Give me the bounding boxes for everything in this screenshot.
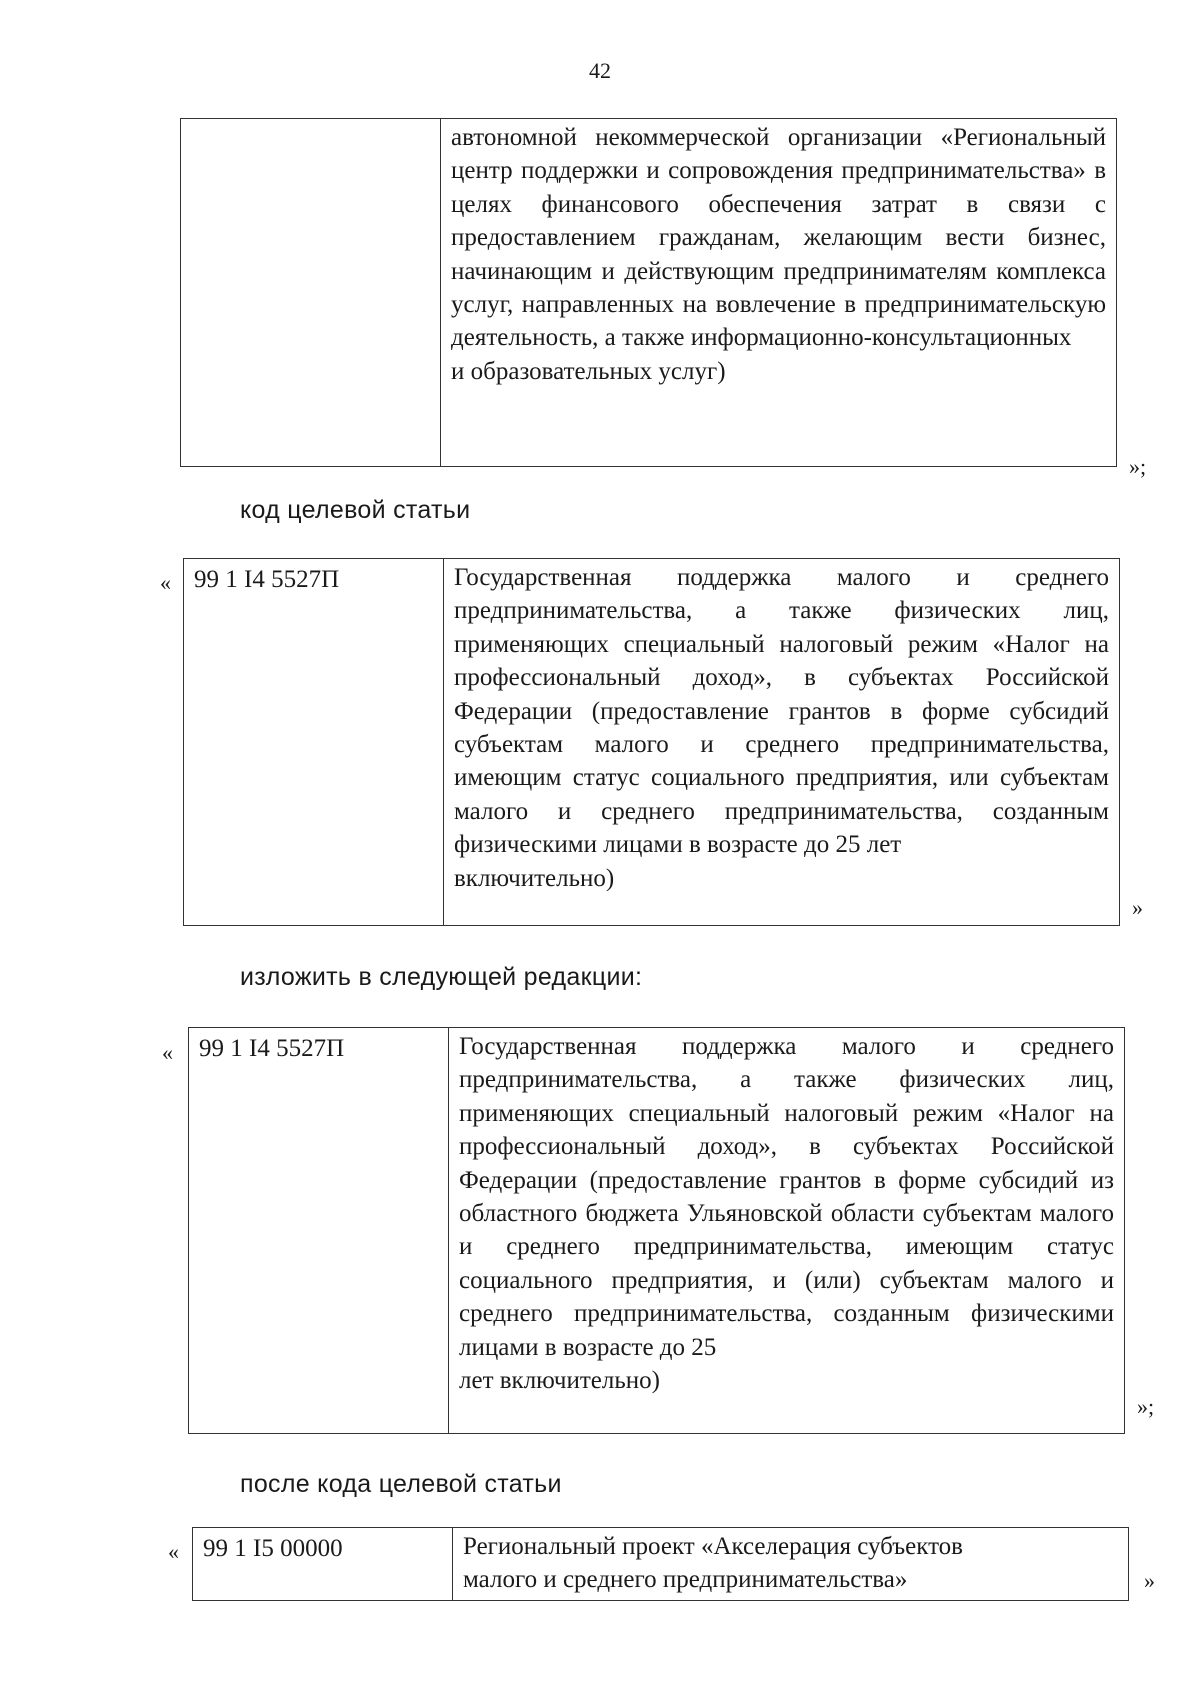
- closing-quote: »: [1144, 1568, 1155, 1593]
- code-cell: 99 1 I4 5527П: [189, 1028, 449, 1434]
- description-text-last: малого и среднего предпринимательства»: [463, 1566, 908, 1594]
- continuation-table: [180, 118, 1117, 467]
- code-cell: 99 1 I4 5527П: [184, 559, 444, 926]
- closing-quote: »;: [1129, 454, 1147, 479]
- description-cell: [441, 119, 1117, 467]
- instruction-text: код целевой статьи: [240, 496, 471, 524]
- target-article-table: [183, 558, 1120, 926]
- page-number: 42: [589, 58, 611, 83]
- description-text-last: лет включительно): [459, 1367, 660, 1395]
- opening-quote: «: [168, 1539, 179, 1564]
- instruction-text: изложить в следующей редакции:: [240, 963, 643, 991]
- description-text: автономной некоммерческой организации «Региональный центр поддержки и сопровождения предпринимательства» в целях финансового обеспечения затрат в связи с предоставлением гражданам, желающим вести бизнес, начинающим и действующим предпринимателям комплекса услуг, направленных на вовлечение в предпринимательскую деятельность, а также информационно-консультационных: [451, 124, 1106, 352]
- description-text: Государственная поддержка малого и среднего предпринимательства, а также физических лиц, применяющих специальный налоговый режим «Налог на профессиональный доход», в субъектах Российской Федерации (предоставление грантов в форме субсидий из областного бюджета Ульяновской области субъектам малого и среднего предпринимательства, имеющим статус социального предприятия, и (или) субъектам малого и среднего предпринимательства, созданным физическими лицами в возрасте до 25: [459, 1033, 1114, 1361]
- opening-quote: «: [162, 1040, 173, 1065]
- description-text: Региональный проект «Акселерация субъектов: [463, 1533, 963, 1560]
- opening-quote: «: [160, 570, 171, 595]
- description-cell: [444, 559, 1120, 926]
- target-article-table: [192, 1527, 1129, 1601]
- description-cell: [453, 1528, 1129, 1601]
- instruction-text: после кода целевой статьи: [240, 1470, 562, 1498]
- description-text: Государственная поддержка малого и среднего предпринимательства, а также физических лиц, применяющих специальный налоговый режим «Налог на профессиональный доход», в субъектах Российской Федерации (предоставление грантов в форме субсидий субъектам малого и среднего предпринимательства, имеющим статус социального предприятия, или субъектам малого и среднего предпринимательства, созданным физическими лицами в возрасте до 25 лет: [454, 564, 1109, 859]
- closing-quote: »: [1132, 895, 1143, 920]
- description-text-last: включительно): [454, 864, 615, 892]
- closing-quote: »;: [1137, 1394, 1155, 1419]
- code-cell: 99 1 I5 00000: [193, 1528, 453, 1601]
- description-cell: [449, 1028, 1125, 1434]
- target-article-table: [188, 1027, 1125, 1434]
- description-text-last: и образовательных услуг): [451, 357, 726, 385]
- code-cell: [181, 119, 441, 467]
